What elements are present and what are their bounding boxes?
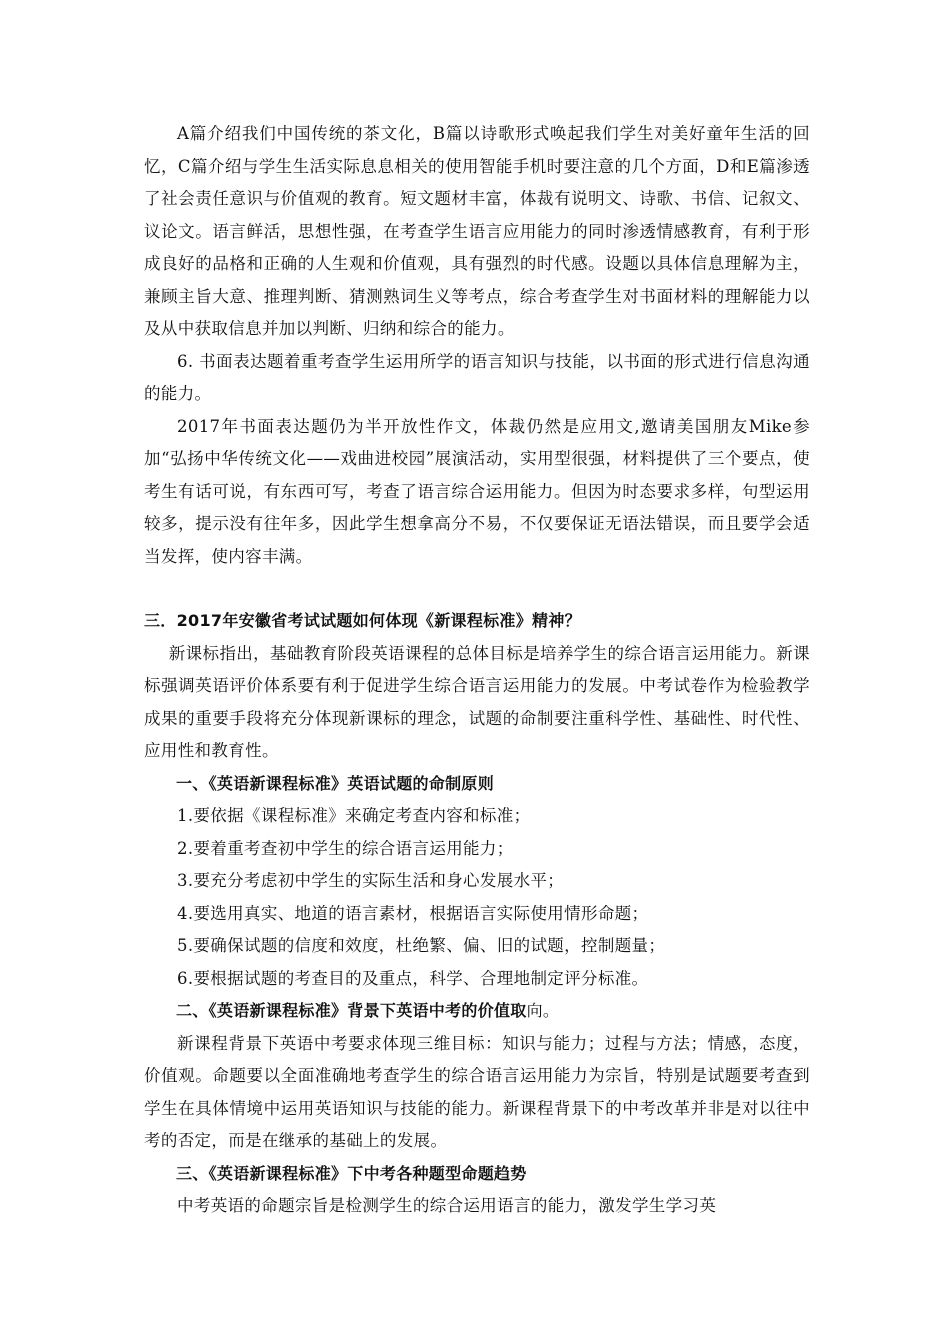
subsection-3-heading: 三、《英语新课程标准》下中考各种题型命题趋势 (176, 1163, 527, 1183)
paragraph-writing-task: 6. 书面表达题着重考查学生运用所学的语言知识与技能，以书面的形式进行信息沟通的能力。 (144, 351, 810, 403)
section-3-heading: 三．2017年安徽省考试试题如何体现《新课程标准》精神？ (144, 611, 581, 630)
paragraph-exam-purpose: 中考英语的命题宗旨是检测学生的综合运用语言的能力，激发学生学习英 (177, 1196, 717, 1215)
paragraph-new-curriculum: 新课标指出，基础教育阶段英语课程的总体目标是培养学生的综合语言运用能力。新课标强调英语评价体系要有利于促进学生综合语言运用能力的发展。中考试卷作为检验教学成果的重要手段将充分体现新课标的理念，试题的命制要注重科学性、基础性、时代性、应用性和教育性。 (144, 643, 810, 760)
section-gap (144, 573, 810, 605)
principle-item-4: 4.要选用真实、地道的语言素材，根据语言实际使用情形命题； (177, 903, 649, 923)
subsection-1-heading: 一、《英语新课程标准》英语试题的命制原则 (176, 773, 495, 793)
subsection-2-heading (144, 995, 810, 1028)
subsection-2-heading-tail: 向。 (526, 1001, 560, 1020)
principle-item-5: 5.要确保试题的信度和效度，杜绝繁、偏、旧的试题，控制题量； (177, 936, 666, 955)
principle-item-2: 2.要着重考查初中学生的综合语言运用能力； (177, 838, 514, 858)
paragraph-three-dimensional-goals: 新课程背景下英语中考要求体现三维目标：知识与能力；过程与方法；情感，态度，价值观。命题要以全面准确地考查学生的综合语言运用能力为宗旨，特别是试题要考查到学生在具体情境中运用英语知识与技能的能力。新课程背景下的中考改革并非是对以往中考的否定，而是在继承的基础上的发展。 (144, 1033, 810, 1150)
principle-item-6: 6.要根据试题的考查目的及重点，科学、合理地制定评分标准。 (177, 968, 649, 988)
subsection-2-heading-bold: 二、《英语新课程标准》背景下英语中考的价值取 (176, 1001, 527, 1020)
document-body (144, 118, 810, 1223)
principle-item-1: 1.要依据《课程标准》来确定考查内容和标准； (177, 806, 531, 825)
paragraph-reading-passages: A篇介绍我们中国传统的茶文化，B篇以诗歌形式唤起我们学生对美好童年生活的回忆，C篇介绍与学生生活实际息息相关的使用智能手机时要注意的几个方面，D和E篇渗透了社会责任意识与价值观的教育。短文题材丰富，体裁有说明文、诗歌、书信、记叙文、议论文。语言鲜活，思想性强，在考查学生语言应用能力的同时渗透情感教育，有利于形成良好的品格和正确的人生观和价值观，具有强烈的时代感。设题以具体信息理解为主，兼顾主旨大意、推理判断、猜测熟词生义等考点，综合考查学生对书面材料的理解能力以及从中获取信息并加以判断、归纳和综合的能力。 (144, 124, 810, 338)
principle-item-3: 3.要充分考虑初中学生的实际生活和身心发展水平； (177, 871, 565, 890)
paragraph-2017-writing: 2017年书面表达题仍为半开放性作文，体裁仍然是应用文,邀请美国朋友Mike参加“弘扬中华传统文化——戏曲进校园”展演活动，实用型很强，材料提供了三个要点，使考生有话可说，有东西可写，考查了语言综合运用能力。但因为时态要求多样，句型运用较多，提示没有往年多，因此学生想拿高分不易，不仅要保证无语法错误，而且要学会适当发挥，使内容丰满。 (144, 416, 810, 566)
